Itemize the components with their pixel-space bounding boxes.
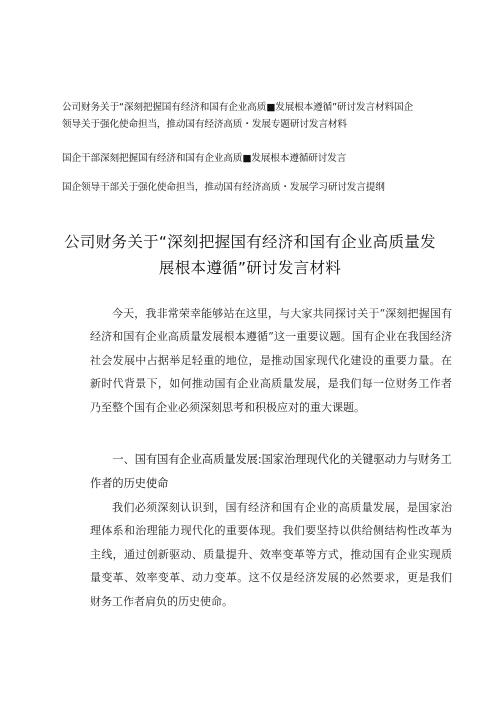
toc-entry-1-line-1[interactable]: 公司财务关于“深刻把握国有经济和国有企业高质■发展根本遵循”研讨发言材料国企 [62, 102, 413, 113]
intro-paragraph: 今天，我非常荣幸能够站在这里，与大家共同探讨关于“深刻把握国有经济和国有企业高质量发展根本遵循”这一重要议题。国有企业在我国经济社会发展中占据举足轻重的地位，是推动国家现代化建设的重要力量。在新时代背景下，如何推动国有企业高质量发展，是我们每一位财务工作者乃至整个国有企业必须深刻思考和积极应对的重大课题。 [90, 307, 452, 414]
toc-entry-1-line-2[interactable]: 领导关于强化使命担当，推动国有经济高质・发展专题研讨发言材料 [62, 119, 347, 130]
toc-entry-1[interactable] [62, 99, 452, 133]
toc-entry-3[interactable] [62, 179, 452, 196]
document-title-line-2: 展根本遵循”研讨发言材料 [158, 259, 342, 277]
section-1-heading: 一、国有国有企业高质量发展:国家治理现代化的关键驱动力与财务工作者的历史使命 [90, 453, 452, 490]
document-title [50, 229, 450, 281]
document-title-line-1: 公司财务关于“深刻把握国有经济和国有企业高质量发 [64, 233, 436, 251]
toc-entry-3-text[interactable]: 国企领导干部关于强化使命担当，推动国有经济高质・发展学习研讨发言提纲 [62, 182, 385, 193]
section-1-paragraph: 我们必须深刻认识到，国有经济和国有企业的高质量发展，是国家治理体系和治理能力现代化的重要体现。我们要坚持以供给侧结构性改革为主线，通过创新驱动、质量提升、效率变革等方式，推动国有企业实现质量变革、效率变革、动力变革。这不仅是经济发展的必然要求，更是我们财务工作者肩负的历史使命。 [90, 501, 452, 608]
toc-entry-2-text[interactable]: 国企干部深刻把握国有经济和国有企业高质■发展根本遵循研讨发言 [62, 153, 347, 164]
toc-entry-2[interactable] [62, 150, 452, 167]
